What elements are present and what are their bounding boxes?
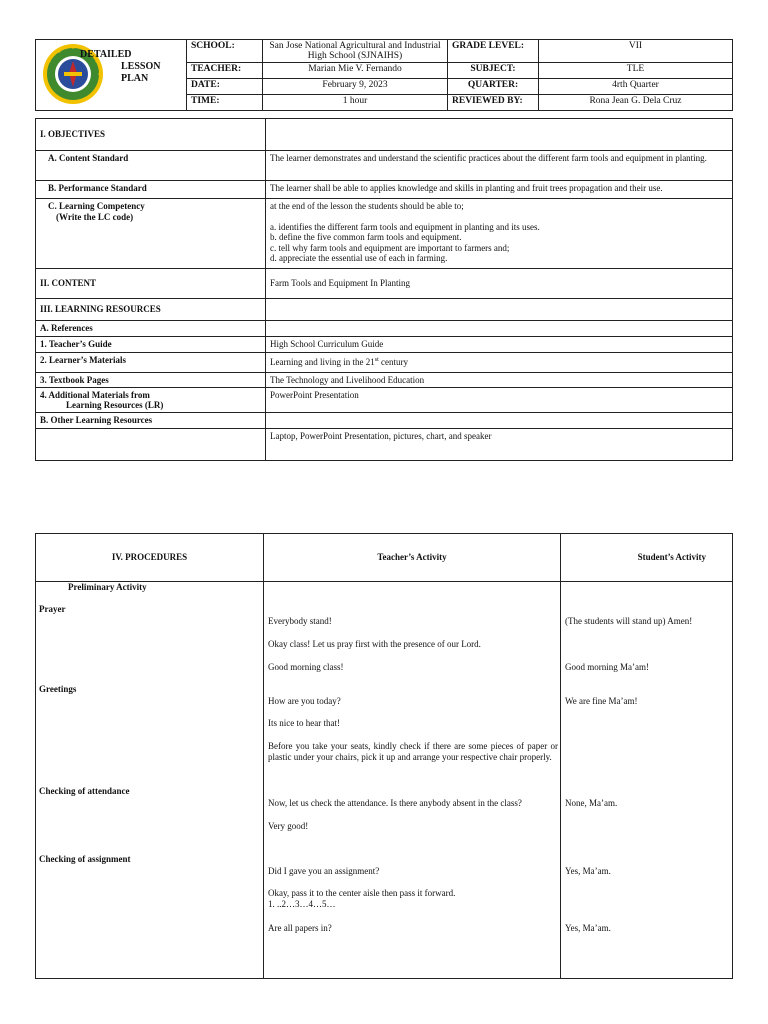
student-activity-cell xyxy=(561,582,733,979)
teacher-activity-heading: Teacher’s Activity xyxy=(264,534,561,582)
learners-materials-tail: century xyxy=(378,356,408,367)
competency-label xyxy=(36,199,266,269)
resources-empty xyxy=(266,299,733,321)
teacher-line: Did I gave you an assignment? xyxy=(268,866,380,876)
competency-label-line2: (Write the LC code) xyxy=(56,211,134,222)
subject-label: SUBJECT: xyxy=(448,63,539,79)
competency-value xyxy=(266,199,733,269)
student-activity-heading: Student’s Activity xyxy=(561,534,733,582)
school-value: San Jose National Agricultural and Industrial High School (SJNAIHS) xyxy=(263,40,448,63)
lesson-table xyxy=(35,118,733,461)
teacher-line: Before you take your seats, kindly check if there are some pieces of paper or plastic under your chairs, pick it up and arrange your respective chair properly. xyxy=(268,741,558,762)
grade-value: VII xyxy=(539,40,733,63)
competency-label-line1: C. Learning Competency xyxy=(48,201,145,211)
procedures-steps-cell xyxy=(36,582,264,979)
preliminary-activity: Preliminary Activity xyxy=(68,582,147,592)
competency-a: a. identifies the different farm tools and equipment in planting and its uses. xyxy=(270,221,540,232)
student-line: We are fine Ma’am! xyxy=(565,696,638,706)
prayer-label: Prayer xyxy=(39,604,66,614)
student-line: Good morning Ma’am! xyxy=(565,662,649,672)
teacher-line: Okay, pass it to the center aisle then pass it forward. xyxy=(268,888,456,898)
references-label: A. References xyxy=(36,321,266,337)
teacher-line: Okay class! Let us pray first with the presence of our Lord. xyxy=(268,639,481,649)
greetings-label: Greetings xyxy=(39,684,77,694)
reviewed-label: REVIEWED BY: xyxy=(448,95,539,111)
content-value: Farm Tools and Equipment In Planting xyxy=(266,269,733,299)
title-plan: PLAN xyxy=(121,73,149,84)
title-lesson: LESSON xyxy=(121,61,161,72)
reviewed-value: Rona Jean G. Dela Cruz xyxy=(539,95,733,111)
time-label: TIME: xyxy=(187,95,263,111)
teacher-label: TEACHER: xyxy=(187,63,263,79)
learners-materials-text: Learning and living in the 21 xyxy=(270,356,375,367)
competency-b: b. define the five common farm tools and equipment. xyxy=(270,232,462,242)
objectives-heading: I. OBJECTIVES xyxy=(36,119,266,151)
teacher-line: Its nice to hear that! xyxy=(268,718,340,728)
textbook-label: 3. Textbook Pages xyxy=(36,372,266,388)
other-resources-empty xyxy=(266,413,733,429)
learners-materials-sup: st xyxy=(374,356,379,363)
additional-label-line2: Learning Resources (LR) xyxy=(66,400,164,410)
teacher-line: How are you today? xyxy=(268,696,341,706)
objectives-empty xyxy=(266,119,733,151)
competency-intro: at the end of the lesson the students should be able to; xyxy=(270,201,464,211)
student-line: Yes, Ma’am. xyxy=(565,866,611,876)
teacher-line: Now, let us check the attendance. Is there anybody absent in the class? xyxy=(268,798,522,808)
attendance-label: Checking of attendance xyxy=(39,786,130,796)
competency-c: c. tell why farm tools and equipment are important to farmers and; xyxy=(270,242,510,253)
references-empty xyxy=(266,321,733,337)
teacher-line: 1. ..2…3…4…5… xyxy=(268,899,336,909)
teacher-line: Very good! xyxy=(268,821,309,831)
other-resources-blank xyxy=(36,428,266,460)
subject-value: TLE xyxy=(539,63,733,79)
additional-label-line1: 4. Additional Materials from xyxy=(40,390,150,400)
learners-materials-value xyxy=(266,352,733,372)
student-line: None, Ma’am. xyxy=(565,798,618,808)
performance-standard-value: The learner shall be able to applies knowledge and skills in planting and fruit trees propagation and their use. xyxy=(266,181,733,199)
content-heading: II. CONTENT xyxy=(36,269,266,299)
teachers-guide-label: 1. Teacher’s Guide xyxy=(36,337,266,353)
competency-d: d. appreciate the essential use of each in farming. xyxy=(270,253,448,263)
teacher-line: Everybody stand! xyxy=(268,616,332,626)
school-label: SCHOOL: xyxy=(187,40,263,63)
quarter-value: 4rth Quarter xyxy=(539,79,733,95)
logo-cell xyxy=(36,40,187,111)
header-table xyxy=(35,39,733,111)
date-label: DATE: xyxy=(187,79,263,95)
other-resources-value: Laptop, PowerPoint Presentation, pictures, chart, and speaker xyxy=(266,428,733,460)
student-line: Yes, Ma’am. xyxy=(565,923,611,933)
content-standard-value: The learner demonstrates and understand the scientific practices about the different farm tools and equipment in planting. xyxy=(266,151,733,181)
textbook-value: The Technology and Livelihood Education xyxy=(266,372,733,388)
quarter-label: QUARTER: xyxy=(448,79,539,95)
teachers-guide-value: High School Curriculum Guide xyxy=(266,337,733,353)
procedures-heading: IV. PROCEDURES xyxy=(36,534,264,582)
teacher-value: Marian Mie V. Fernando xyxy=(263,63,448,79)
title-detailed: DETAILED xyxy=(80,49,132,60)
additional-label xyxy=(36,388,266,413)
performance-standard-label: B. Performance Standard xyxy=(36,181,266,199)
additional-value: PowerPoint Presentation xyxy=(266,388,733,413)
grade-label: GRADE LEVEL: xyxy=(448,40,539,63)
assignment-label: Checking of assignment xyxy=(39,854,131,864)
content-standard-label: A. Content Standard xyxy=(36,151,266,181)
time-value: 1 hour xyxy=(263,95,448,111)
student-line: (The students will stand up) Amen! xyxy=(565,616,693,626)
learners-materials-label: 2. Learner’s Materials xyxy=(36,352,266,372)
teacher-line: Are all papers in? xyxy=(268,923,332,933)
other-resources-label: B. Other Learning Resources xyxy=(36,413,266,429)
teacher-line: Good morning class! xyxy=(268,662,344,672)
date-value: February 9, 2023 xyxy=(263,79,448,95)
resources-heading: III. LEARNING RESOURCES xyxy=(36,299,266,321)
